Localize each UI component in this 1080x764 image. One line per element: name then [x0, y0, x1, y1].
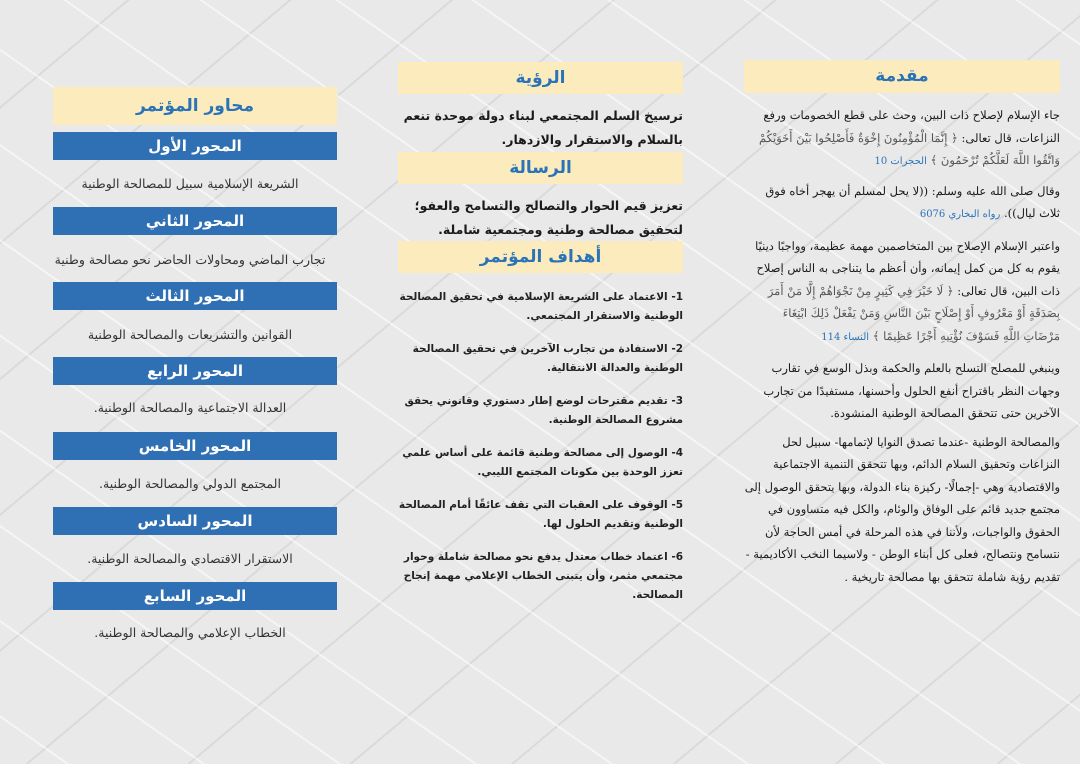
- axis-7-label: المحور السابع: [53, 582, 337, 610]
- axis-6-text: الاستقرار الاقتصادي والمصالحة الوطنية.: [87, 551, 293, 566]
- intro-p3-text: واعتبر الإسلام الإصلاح بين المتخاصمين مهمة عظيمة، وواجبًا دينيًا يقوم به كل من كمل إيمانه، وأن أعظم ما يتناجى به الناس إصلاح ذات البين، قال تعالى:: [755, 238, 1060, 298]
- axis-6-label: المحور السادس: [53, 507, 337, 535]
- axis-2-label: المحور الثاني: [53, 207, 337, 235]
- vision-title: الرؤية: [398, 62, 683, 94]
- goal-item-4: 4- الوصول إلى مصالحة وطنية قائمة على أساس علمي تعزز الوحدة بين مكونات المجتمع الليبي.: [402, 447, 683, 478]
- vision-text-block: [398, 104, 683, 152]
- intro-p3-ref: النساء 114: [821, 331, 870, 343]
- axis-1-label: المحور الأول: [53, 132, 337, 160]
- axis-1-text: الشريعة الإسلامية سبيل للمصالحة الوطنية: [81, 176, 299, 191]
- axis-5-label: المحور الخامس: [53, 432, 337, 460]
- vision-text: ترسيخ السلم المجتمعي لبناء دولة موحدة تنعم بالسلام والاستقرار والازدهار.: [403, 108, 683, 147]
- mission-text: تعزيز قيم الحوار والتصالح والتسامح والعفو؛ لتحقيق مصالحة وطنية ومجتمعية شاملة.: [414, 198, 683, 237]
- axis-3-text: القوانين والتشريعات والمصالحة الوطنية: [87, 327, 293, 342]
- goal-item-2: 2- الاستفادة من تجارب الآخرين في تحقيق المصالحة الوطنية والعدالة الانتقالية.: [412, 343, 683, 374]
- goals-title: أهداف المؤتمر: [398, 241, 683, 273]
- goal-item-1: 1- الاعتماد على الشريعة الإسلامية في تحقيق المصالحة الوطنية والاستقرار المجتمعي.: [399, 291, 683, 322]
- intro-title: مقدمة: [744, 60, 1060, 93]
- goal-item-5: 5- الوقوف على العقبات التي تقف عائقًا أمام المصالحة الوطنية وتقديم الحلول لها.: [398, 499, 683, 530]
- mission-text-block: [398, 194, 683, 242]
- goal-item-3: 3- تقديم مقترحات لوضع إطار دستوري وقانوني يحقق مشروع المصالحة الوطنية.: [404, 395, 683, 426]
- intro-text: [744, 104, 1060, 588]
- mission-title: الرسالة: [398, 152, 683, 184]
- intro-p1-ref: الحجرات 10: [874, 156, 927, 167]
- intro-p1-text: جاء الإسلام لإصلاح ذات البين، وحث على قطع الخصومات ورفع النزاعات، قال تعالى:: [763, 108, 1060, 145]
- intro-paragraph-1: [744, 104, 1060, 174]
- axes-panel: [0, 0, 362, 764]
- goal-item-6: 6- اعتماد خطاب معتدل يدفع نحو مصالحة شاملة وحوار مجتمعي مثمر، وأن يتبنى الخطاب الإعلامي مهمة إنجاح المصالحة.: [403, 551, 683, 601]
- goals-list: [398, 288, 683, 605]
- intro-paragraph-2: [744, 180, 1060, 227]
- axis-2-text: تجارب الماضي ومحاولات الحاضر نحو مصالحة وطنية: [54, 252, 326, 267]
- vision-panel: [362, 0, 722, 764]
- intro-p2-text: وقال صلى الله عليه وسلم: ((لا يحل لمسلم أن يهجر أخاه فوق ثلاث ليال)).: [765, 183, 1060, 220]
- axis-5-text: المجتمع الدولي والمصالحة الوطنية.: [99, 476, 281, 491]
- intro-panel: [722, 0, 1080, 764]
- axis-7-text: الخطاب الإعلامي والمصالحة الوطنية.: [94, 625, 286, 640]
- axis-4-label: المحور الرابع: [53, 357, 337, 385]
- intro-paragraph-5: والمصالحة الوطنية -عندما تصدق النوايا لإتمامها- سبيل لحل النزاعات وتحقيق السلام الدائم، وبها تتحقق التنمية الاجتماعية والاقتصادية وهي -إجمالًا- ركيزة بناء الدولة، وبها يتحقق الوصول إلى مجتمع جديد قائم على الوفاق والوئام، والكل فيه متساوون في الحقوق والواجبات، ولأننا في هذه المرحلة في أمس الحاجة لأن نتسامح ونتصالح، فعلى كل أبناء الوطن - ولاسيما النخب الأكاديمية - تقديم رؤية شاملة تتحقق بها مصالحة تاريخية .: [744, 434, 1060, 584]
- intro-p2-ref: رواه البخاري 6076: [919, 209, 1001, 220]
- intro-p3-verse: ﴿ لَا خَيْرَ فِي كَثِيرٍ مِنْ نَجْوَاهُمْ إِلَّا مَنْ أَمَرَ بِصَدَقَةٍ أَوْ مَعْرُوفٍ أَوْ إِصْلَاحٍ بَيْنَ النَّاسِ وَمَنْ يَفْعَلْ ذَلِكَ ابْتِغَاءَ مَرْضَاتِ اللَّهِ فَسَوْفَ نُؤْتِيهِ أَجْرًا عَظِيمًا ﴾: [767, 283, 1060, 343]
- intro-paragraph-4: وينبغي للمصلح التسلح بالعلم والحكمة وبذل الوسع في تقارب وجهات النظر باقتراح أنفع الحلول وأحسنها، مستفيدًا من تجارب الآخرين حتى تتحقق المصالحة الوطنية المنشودة.: [763, 361, 1060, 420]
- axis-4-text: العدالة الاجتماعية والمصالحة الوطنية.: [93, 400, 287, 415]
- axes-title: محاور المؤتمر: [53, 87, 337, 125]
- intro-paragraph-3: [744, 235, 1060, 350]
- axis-3-label: المحور الثالث: [53, 282, 337, 310]
- intro-p1-verse: ﴿ إِنَّمَا الْمُؤْمِنُونَ إِخْوَةٌ فَأَصْلِحُوا بَيْنَ أَخَوَيْكُمْ وَاتَّقُوا اللَّهَ لَعَلَّكُمْ تُرْحَمُونَ ﴾: [759, 130, 1060, 167]
